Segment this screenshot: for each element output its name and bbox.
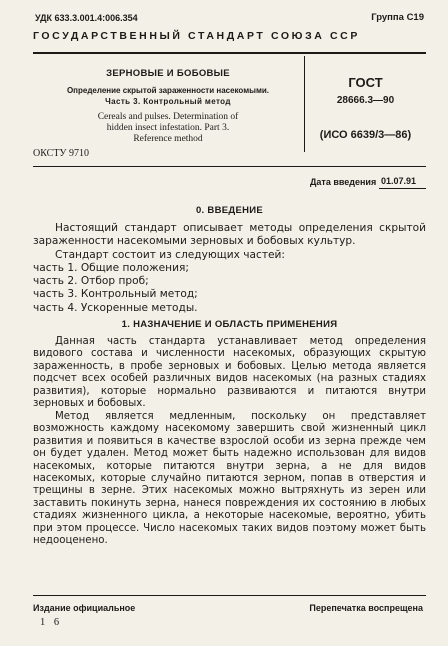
date-label: Дата введения <box>310 177 377 187</box>
group-code: Группа С19 <box>371 12 424 23</box>
list-item: часть 4. Ускоренные методы. <box>33 301 198 314</box>
scope-text <box>33 336 426 548</box>
edition-note: Издание официальное <box>33 603 136 613</box>
page-number: 1 6 <box>40 617 63 628</box>
separator-rule <box>33 166 426 167</box>
parts-list <box>33 262 426 315</box>
scope-paragraph-1: Данная часть стандарта устанавливает метод определения видового состава и численности насекомых, образующих скрытую зараженность, в пробе зерновых и бобовых. Целью метода является подсчет всех особей различных видов насекомых (на разных стадиях развития), которые нормально развиваются и питаются внутри зерновых и бобовых. <box>33 336 426 410</box>
english-title-line-1: Cereals and pulses. Determination of <box>97 112 239 122</box>
okstu-code: ОКСТУ 9710 <box>33 148 90 159</box>
document-subtitle-1: Определение скрытой зараженности насекомыми. <box>66 86 270 95</box>
scope-paragraph-2: Метод является медленным, поскольку он представляет возможность каждому насекомому завершить свой жизненный цикл развития и появиться в качестве взрослой особи из зерна прежде чем он будет удален. Метод может быть надежно использован для видов насекомых, которые питаются внутри зерна, а не для видов насекомых, которые случайно питаются зерном, попав в отверстия и трещины в зерне. Этих насекомых можно вытряхнуть из зерен или заставить покинуть зерна, нанеся повреждения их состоянию в любых стадиях жизненного цикла, а некоторые насекомые, вероятно, убить при этом процессе. Число насекомых таких видов поэтому может быть недооценено. <box>33 410 426 547</box>
reprint-note: Перепечатка воспрещена <box>309 603 423 613</box>
english-title-line-3: Reference method <box>133 134 203 144</box>
section-heading-scope: 1. НАЗНАЧЕНИЕ И ОБЛАСТЬ ПРИМЕНЕНИЯ <box>121 319 338 330</box>
intro-paragraph: Настоящий стандарт описывает методы определения скрытой зараженности насекомыми зерновых и бобовых культур. <box>33 222 426 248</box>
udc-code: УДК 633.3.001.4:006.354 <box>35 13 138 23</box>
list-item: часть 1. Общие положения; <box>33 261 189 274</box>
list-item: часть 2. Отбор проб; <box>33 275 149 288</box>
gost-number: 28666.3—90 <box>336 95 395 106</box>
document-subtitle-2: Часть 3. Контрольный метод <box>105 97 231 106</box>
intro-parts-lead: Стандарт состоит из следующих частей: <box>55 248 286 261</box>
english-title-line-2: hidden insect infestation. Part 3. <box>106 123 230 133</box>
introduction-text <box>33 222 426 315</box>
iso-reference: (ИСО 6639/3—86) <box>319 129 412 141</box>
list-item: часть 3. Контрольный метод; <box>33 288 198 301</box>
top-rule <box>33 52 426 54</box>
footer-rule <box>33 595 426 596</box>
date-underline <box>379 188 426 189</box>
section-heading-introduction: 0. ВВЕДЕНИЕ <box>195 205 264 216</box>
document-title: ЗЕРНОВЫЕ И БОБОВЫЕ <box>106 68 230 79</box>
gost-label: ГОСТ <box>348 75 383 90</box>
date-value: 01.07.91 <box>381 176 417 186</box>
standard-title: ГОСУДАРСТВЕННЫЙ СТАНДАРТ СОЮЗА ССР <box>33 30 360 42</box>
